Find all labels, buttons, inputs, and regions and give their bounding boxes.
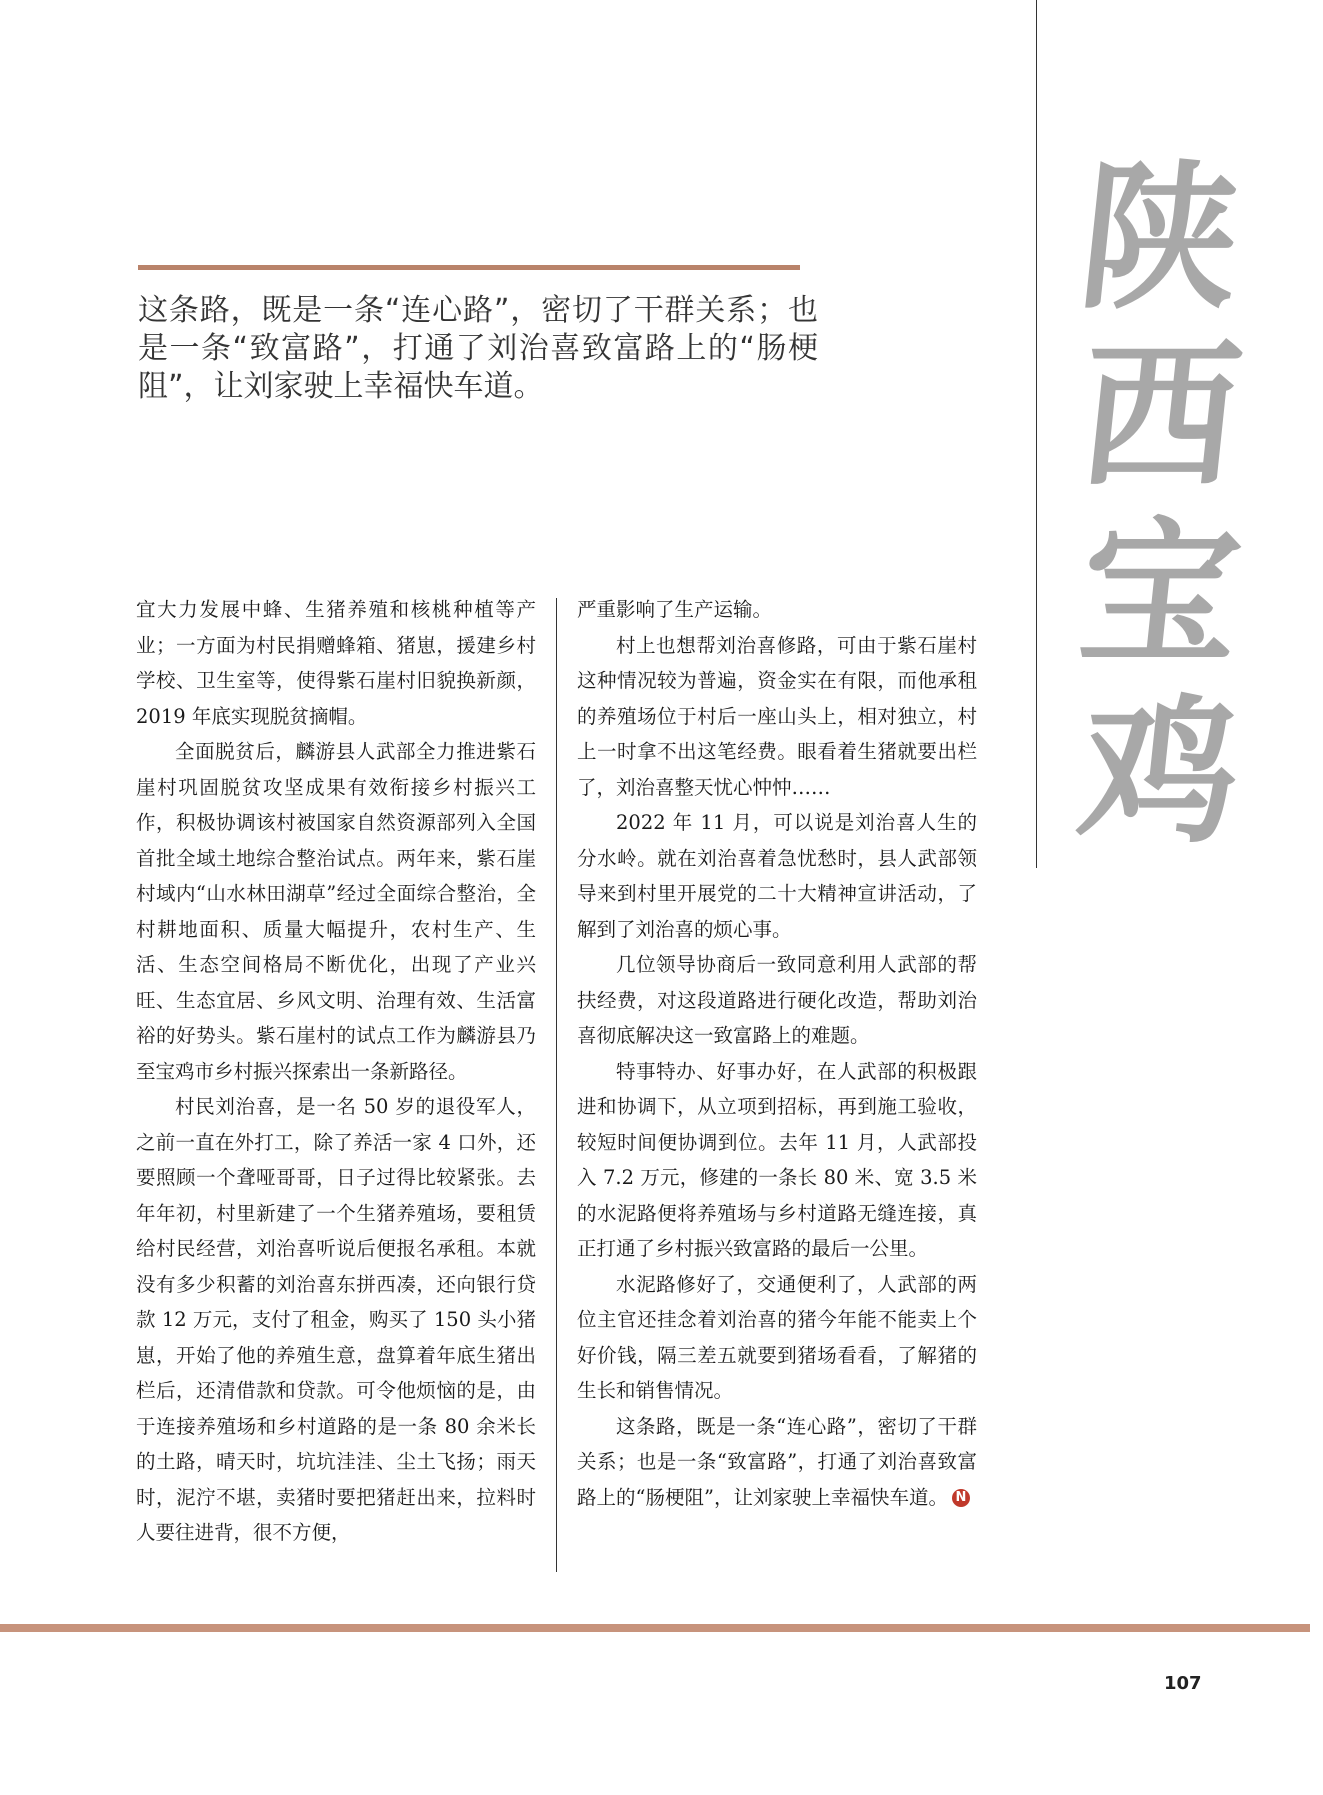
- calligraphy-title: [1045, 146, 1275, 870]
- paragraph-final: [577, 1409, 977, 1516]
- paragraph: 2022 年 11 月，可以说是刘治喜人生的分水岭。就在刘治喜着急忧愁时，县人武部领导来到村里开展党的二十大精神宣讲活动，了解到了刘治喜的烦心事。: [577, 811, 977, 941]
- paragraph: 村上也想帮刘治喜修路，可由于紫石崖村这种情况较为普遍，资金实在有限，而他承租的养殖场位于村后一座山头上，相对独立，村上一时拿不出这笔经费。眼看着生猪就要出栏了，刘治喜整天忧心忡忡……: [577, 633, 977, 799]
- paragraph: 全面脱贫后，麟游县人武部全力推进紫石崖村巩固脱贫攻坚成果有效衔接乡村振兴工作，积极协调该村被国家自然资源部列入全国首批全域土地综合整治试点。两年来，紫石崖村域内“山水林田湖草”经过全面综合整治，全村耕地面积、质量大幅提升，农村生产、生活、生态空间格局不断优化，出现了产业兴旺、生态宜居、乡风文明、治理有效、生活富裕的好势头。紫石崖村的试点工作为麟游县乃至宝鸡市乡村振兴探索出一条新路径。: [136, 740, 536, 1083]
- pull-quote: 这条路，既是一条“连心路”，密切了干群关系；也是一条“致富路”，打通了刘治喜致富路上的“肠梗阻”，让刘家驶上幸福快车道。: [138, 293, 818, 404]
- paragraph: 水泥路修好了，交通便利了，人武部的两位主官还挂念着刘治喜的猪今年能不能卖上个好价钱，隔三差五就要到猪场看看，了解猪的生长和销售情况。: [577, 1272, 977, 1402]
- calligraphy-char: 鸡: [1071, 680, 1249, 865]
- paragraph: 特事特办、好事办好，在人武部的积极跟进和协调下，从立项到招标，再到施工验收，较短时间便协调到位。去年 11 月，人武部投入 7.2 万元，修建的一条长 80 米、宽 3.5 米的水泥路便将养殖场与乡村道路无缝连接，真正打通了乡村振兴致富路的最后一公里。: [577, 1059, 977, 1260]
- paragraph: 严重影响了生产运输。: [577, 598, 773, 621]
- paragraph: 村民刘治喜，是一名 50 岁的退役军人，之前一直在外打工，除了养活一家 4 口外，还要照顾一个聋哑哥哥，日子过得比较紧张。去年年初，村里新建了一个生猪养殖场，要租赁给村民经营，刘治喜听说后便报名承租。本就没有多少积蓄的刘治喜东拼西凑，还向银行贷款 12 万元，支付了租金，购买了 150 头小猪崽，开始了他的养殖生意，盘算着年底生猪出栏后，还清借款和贷款。可令他烦恼的是，由于连接养殖场和乡村道路的是一条 80 余米长的土路，晴天时，坑坑洼洼、尘土飞扬；雨天时，泥泞不堪，卖猪时要把猪赶出来，拉料时人要往进背，很不方便，: [136, 1095, 536, 1544]
- calligraphy-char: 陕: [1071, 146, 1249, 331]
- paragraph-final-text: 这条路，既是一条“连心路”，密切了干群关系；也是一条“致富路”，打通了刘治喜致富路上的“肠梗阻”，让刘家驶上幸福快车道。: [577, 1414, 977, 1509]
- paragraph: 宜大力发展中蜂、生猪养殖和核桃种植等产业；一方面为村民捐赠蜂箱、猪崽，援建乡村学校、卫生室等，使得紫石崖村旧貌换新颜，2019 年底实现脱贫摘帽。: [136, 598, 536, 728]
- article-column-right: [577, 592, 977, 1515]
- paragraph: 几位领导协商后一致同意利用人武部的帮扶经费，对这段道路进行硬化改造，帮助刘治喜彻底解决这一致富路上的难题。: [577, 953, 977, 1047]
- right-vertical-rule: [1036, 0, 1037, 868]
- calligraphy-char: 宝: [1071, 502, 1249, 687]
- footer-rule: [0, 1624, 1310, 1632]
- calligraphy-char: 西: [1071, 324, 1249, 509]
- column-divider: [556, 598, 557, 1572]
- end-mark-icon: N: [952, 1489, 970, 1507]
- pull-quote-rule: [138, 265, 800, 270]
- page-number: 107: [1164, 1673, 1202, 1694]
- article-column-left: [136, 592, 536, 1551]
